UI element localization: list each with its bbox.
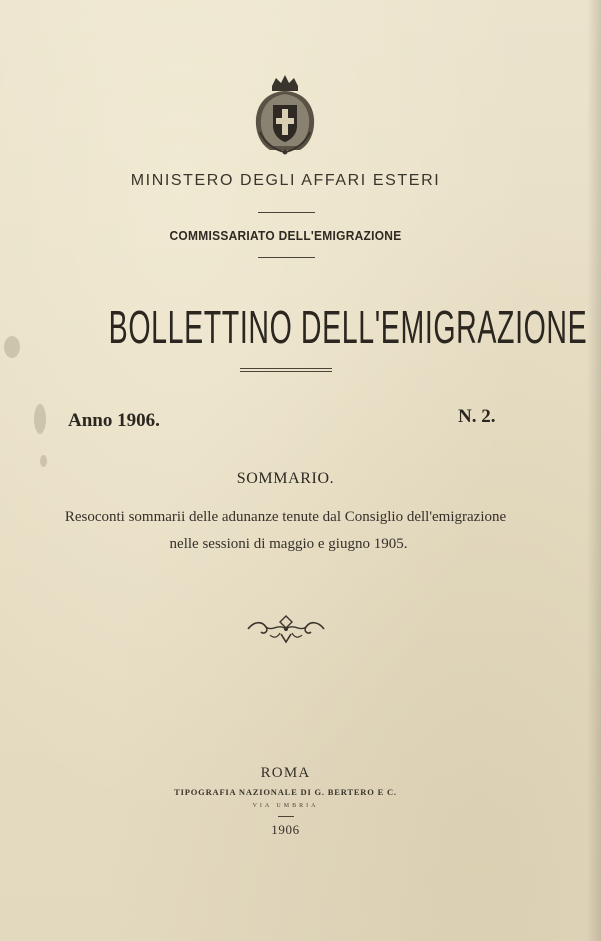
paper-stain xyxy=(4,336,20,358)
royal-crest-icon xyxy=(250,72,320,156)
ornament-icon xyxy=(244,612,328,646)
imprint-divider xyxy=(278,816,294,817)
imprint-year: 1906 xyxy=(271,822,300,837)
page-title: BOLLETTINO DELL'EMIGRAZIONE xyxy=(108,301,588,353)
title-double-rule xyxy=(240,368,332,369)
paper-stain xyxy=(40,455,47,467)
issue-year: Anno 1906. xyxy=(68,410,160,431)
summary-heading: SOMMARIO. xyxy=(236,470,335,487)
imprint-printer: TIPOGRAFIA NAZIONALE DI G. BERTERO E C. xyxy=(174,787,397,797)
title-double-rule xyxy=(240,371,332,372)
divider-line xyxy=(258,257,315,258)
imprint-street: VIA UMBRIA xyxy=(252,803,319,809)
commissariato-heading: COMMISSARIATO DELL'EMIGRAZIONE xyxy=(169,228,402,243)
paper-stain xyxy=(34,404,46,434)
issue-number: N. 2. xyxy=(458,406,496,427)
summary-text-line: Resoconti sommarii delle adunanze tenute dal Consiglio dell'emigrazione xyxy=(64,509,507,525)
page-edge-shadow xyxy=(587,0,601,941)
summary-text-line: nelle sessioni di maggio e giugno 1905. xyxy=(169,536,408,552)
imprint-city: ROMA xyxy=(260,765,311,781)
ministry-heading: MINISTERO DEGLI AFFARI ESTERI xyxy=(130,172,441,189)
divider-line xyxy=(258,212,315,213)
